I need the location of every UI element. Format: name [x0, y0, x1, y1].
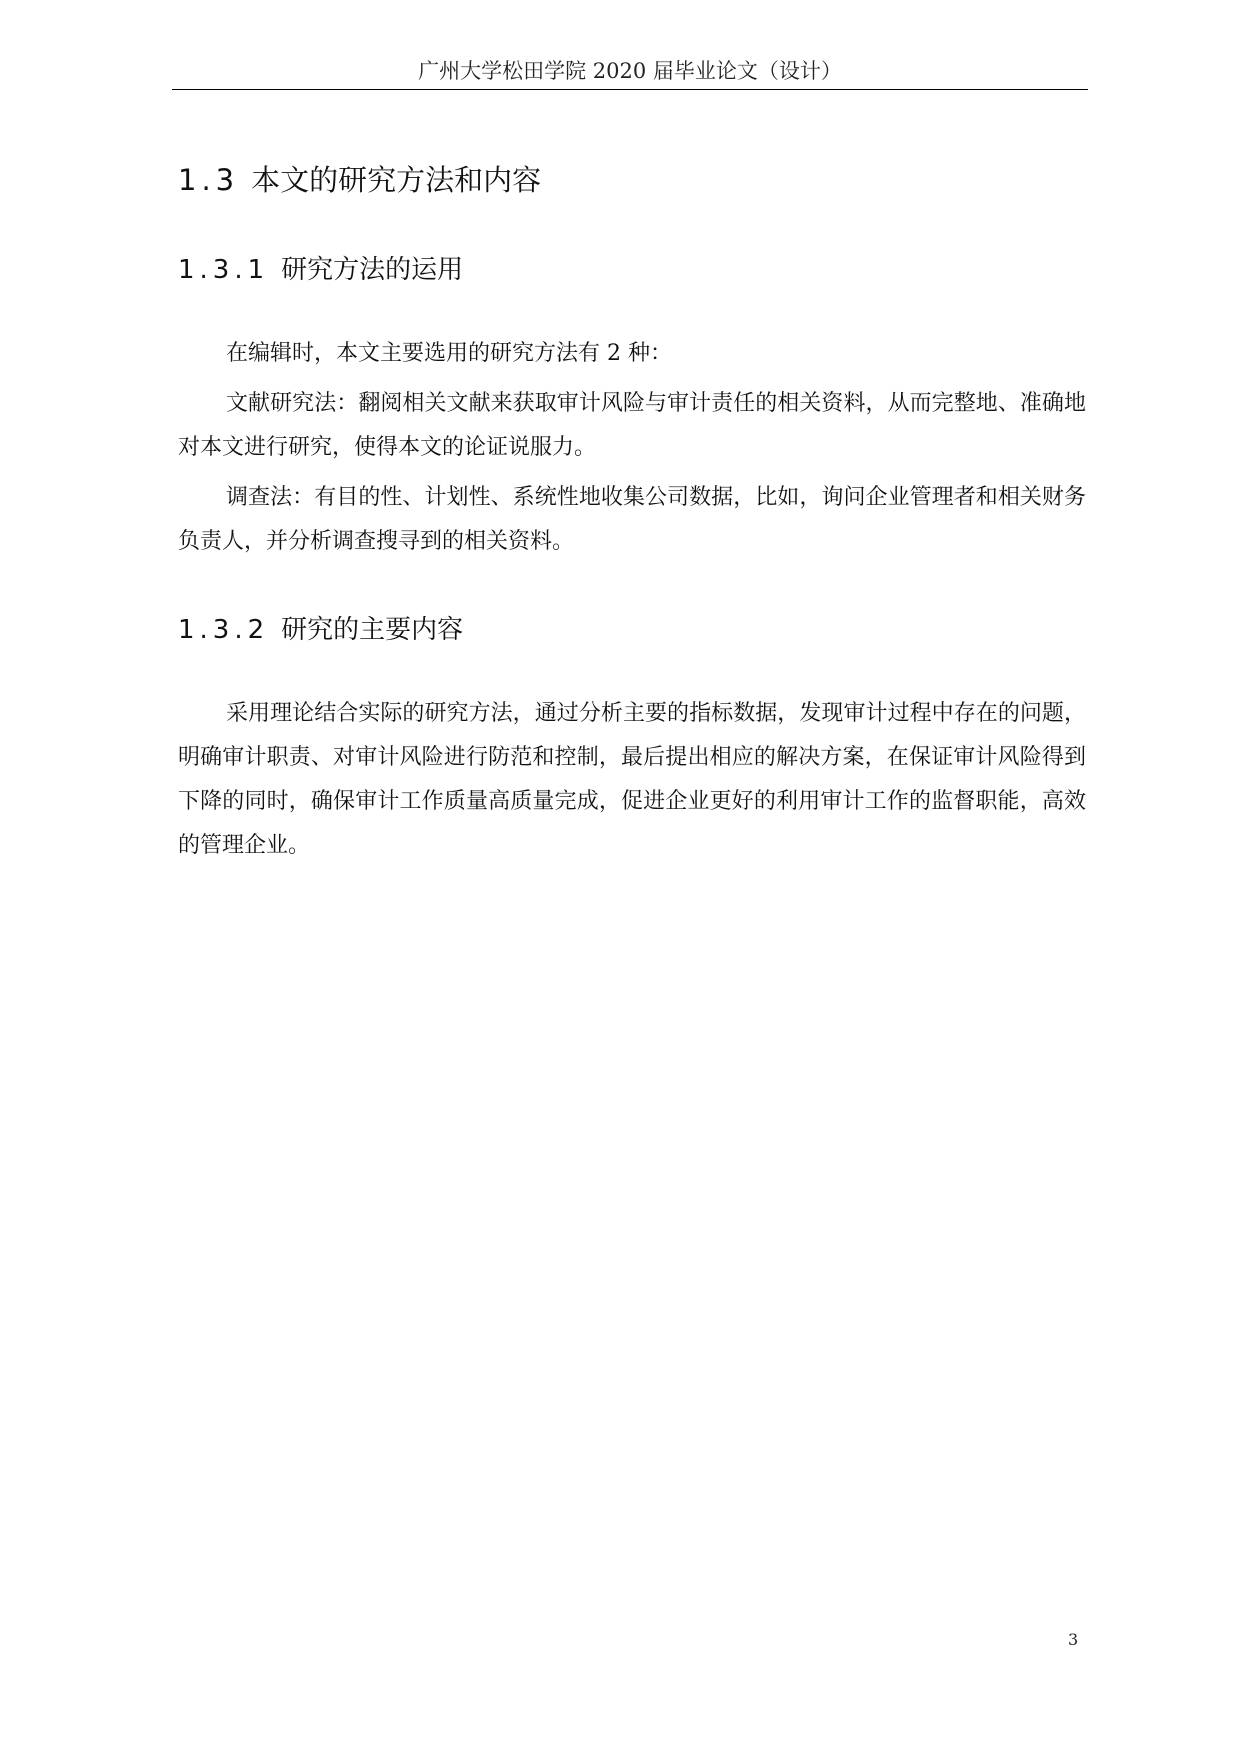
- subsection-heading-2: [178, 612, 463, 648]
- paragraph: 调查法：有目的性、计划性、系统性地收集公司数据，比如，询问企业管理者和相关财务负责人，并分析调查搜寻到的相关资料。: [178, 485, 1086, 554]
- subsection-title: 研究方法的运用: [281, 255, 464, 285]
- subsection-heading-1: [178, 252, 463, 288]
- subsection-number: 1.3.2: [178, 615, 270, 645]
- page-number: 3: [1068, 1630, 1079, 1649]
- paragraph: 文献研究法：翻阅相关文献来获取审计风险与审计责任的相关资料，从而完整地、准确地对本文进行研究，使得本文的论证说服力。: [178, 391, 1086, 460]
- section-number: 1.3: [178, 163, 240, 197]
- paragraph: 在编辑时，本文主要选用的研究方法有 2 种：: [226, 341, 672, 366]
- subsection-number: 1.3.1: [178, 255, 270, 285]
- header-rule: [172, 89, 1088, 90]
- running-header: 广州大学松田学院 2020 届毕业论文（设计）: [418, 59, 842, 83]
- subsection-title: 研究的主要内容: [281, 615, 464, 645]
- section-title: 本文的研究方法和内容: [251, 163, 542, 197]
- paragraph: 采用理论结合实际的研究方法，通过分析主要的指标数据，发现审计过程中存在的问题，明确审计职责、对审计风险进行防范和控制，最后提出相应的解决方案，在保证审计风险得到下降的同时，确保审计工作质量高质量完成，促进企业更好的利用审计工作的监督职能，高效的管理企业。: [178, 701, 1086, 858]
- section-heading: [178, 160, 541, 200]
